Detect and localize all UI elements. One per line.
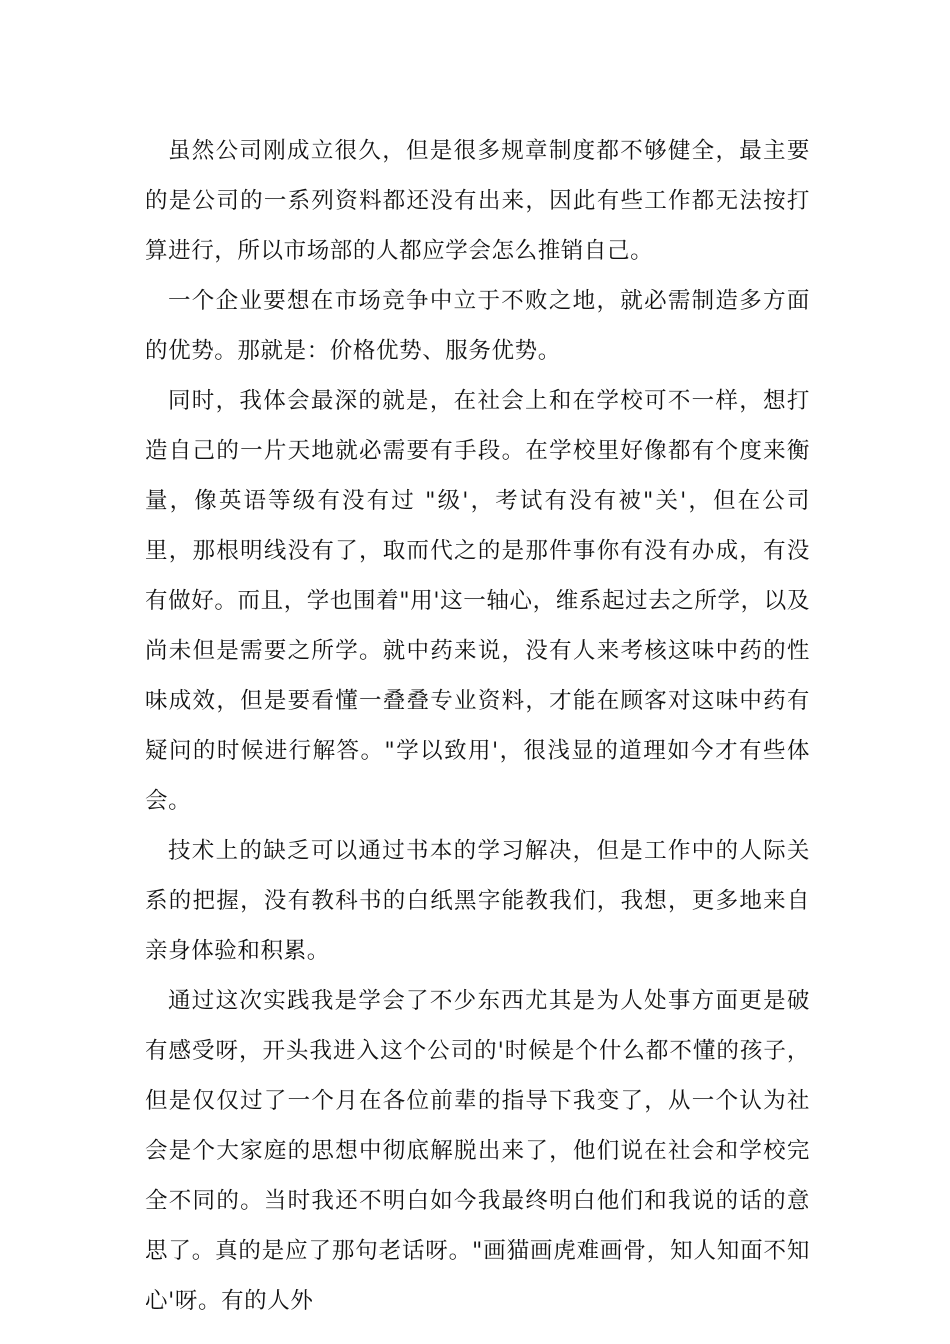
paragraph-1: 虽然公司刚成立很久，但是很多规章制度都不够健全，最主要的是公司的一系列资料都还没有出来，因此有些工作都无法按打算进行，所以市场部的人都应学会怎么推销自己。 <box>145 138 810 264</box>
paragraph-3: 同时，我体会最深的就是，在社会上和在学校可不一样，想打造自己的一片天地就必需要有手段。在学校里好像都有个度来衡量，像英语等级有没有过 "级'，考试有没有被"关'，但在公司里，那根明线没有了，取而代之的是那件事你有没有办成，有没有做好。而且，学也围着"用'这一轴心，维系起过去之所学，以及尚未但是需要之所学。就中药来说，没有人来考核这味中药的性味成效，但是要看懂一叠叠专业资料，才能在顾客对这味中药有疑问的时候进行解答。"学以致用'，很浅显的道理如今才有些体会。 <box>145 388 810 814</box>
paragraph-5: 通过这次实践我是学会了不少东西尤其是为人处事方面更是破有感受呀，开头我进入这个公司的'时候是个什么都不懂的孩子，但是仅仅过了一个月在各位前辈的指导下我变了，从一个认为社会是个大家庭的思想中彻底解脱出来了，他们说在社会和学校完全不同的。当时我还不明白如今我最终明白他们和我说的话的意思了。真的是应了那句老话呀。"画猫画虎难画骨，知人知面不知心'呀。有的人外 <box>145 988 810 1314</box>
paragraph-2: 一个企业要想在市场竞争中立于不败之地，就必需制造多方面的优势。那就是：价格优势、服务优势。 <box>145 288 810 364</box>
document-body <box>145 126 810 1326</box>
paragraph-4: 技术上的缺乏可以通过书本的学习解决，但是工作中的人际关系的把握，没有教科书的白纸黑字能教我们，我想，更多地来自亲身体验和积累。 <box>145 838 810 964</box>
